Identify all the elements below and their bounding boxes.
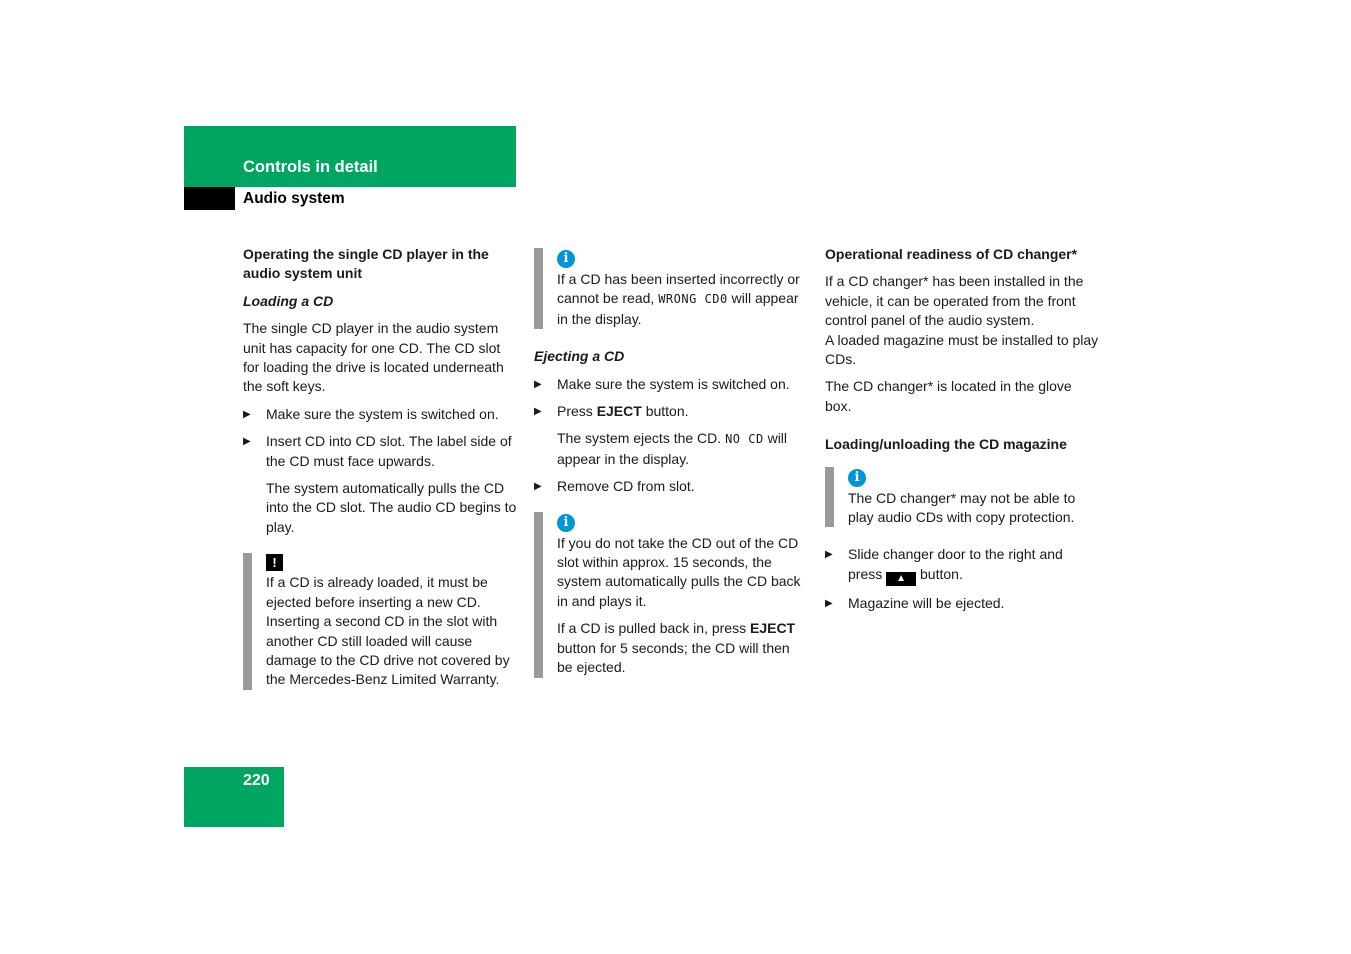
body-text: The CD changer* is located in the glove box. bbox=[825, 378, 1072, 414]
bullet-item: ▶ Magazine will be ejected. bbox=[825, 594, 1100, 613]
info-icon: i bbox=[557, 514, 575, 532]
display-code: NO CD bbox=[725, 432, 764, 447]
bullet-item: ▶ Insert CD into CD slot. The label side of the CD must face upwards. bbox=[243, 433, 512, 469]
section-title: Audio system bbox=[243, 190, 345, 207]
result-text: The system ejects the CD. NO CD will appear in the display. bbox=[557, 430, 788, 467]
triangle-right-icon: ▶ bbox=[534, 481, 542, 493]
triangle-right-icon: ▶ bbox=[534, 378, 542, 390]
bullet-item: ▶ Press EJECT button. bbox=[534, 402, 809, 421]
column-2 bbox=[534, 248, 809, 696]
info-text: If a CD is pulled back in, press EJECT button for 5 seconds; the CD will then be ejected. bbox=[557, 620, 796, 676]
info-note bbox=[534, 512, 809, 678]
note-bar bbox=[534, 248, 543, 329]
section-tab bbox=[184, 187, 235, 210]
warning-note bbox=[243, 553, 518, 689]
info-icon: i bbox=[848, 469, 866, 487]
body-text: A loaded magazine must be installed to play CDs. bbox=[825, 331, 1099, 368]
triangle-right-icon: ▶ bbox=[534, 406, 542, 418]
intro-text: The single CD player in the audio system unit has capacity for one CD. The CD slot for loading the drive is located underneath the soft keys. bbox=[243, 320, 504, 395]
bullet-item: ▶ Make sure the system is switched on. bbox=[243, 405, 518, 424]
subheading-ejecting: Ejecting a CD bbox=[534, 348, 625, 365]
result-text: The system automatically pulls the CD into the CD slot. The audio CD begins to play. bbox=[266, 480, 517, 535]
heading-magazine: Loading/unloading the CD magazine bbox=[825, 436, 1067, 453]
eject-icon: ▲ bbox=[886, 572, 916, 586]
note-bar bbox=[825, 467, 834, 528]
heading-cd-changer: Operational readiness of CD changer* bbox=[825, 246, 1078, 262]
triangle-right-icon: ▶ bbox=[243, 436, 251, 448]
chapter-title: Controls in detail bbox=[243, 158, 378, 176]
header-bar bbox=[184, 126, 516, 187]
bullet-item: ▶ Make sure the system is switched on. bbox=[534, 375, 809, 394]
display-code: WRONG CD0 bbox=[658, 292, 728, 307]
heading-single-cd: Operating the single CD player in the audio system unit bbox=[243, 246, 489, 282]
bullet-item: ▶ Remove CD from slot. bbox=[534, 477, 809, 496]
info-note bbox=[825, 467, 1100, 528]
warning-text: If a CD is already loaded, it must be ejected before inserting a new CD. Inserting a second CD in the slot with another CD still loaded will cause damage to the CD drive not covered by the Mercedes-Benz Limited Warranty. bbox=[266, 574, 510, 688]
page-number: 220 bbox=[243, 772, 270, 789]
triangle-right-icon: ▶ bbox=[825, 597, 833, 609]
triangle-right-icon: ▶ bbox=[243, 408, 251, 420]
bullet-item: ▶ Slide changer door to the right and press ▲ button. bbox=[825, 546, 1063, 584]
info-text: If you do not take the CD out of the CD slot within approx. 15 seconds, the system automatically pulls the CD back in and plays it. bbox=[557, 534, 801, 609]
warning-icon: ! bbox=[266, 554, 283, 571]
info-note bbox=[534, 248, 809, 329]
info-icon: i bbox=[557, 250, 575, 268]
triangle-right-icon: ▶ bbox=[825, 549, 833, 561]
column-3 bbox=[825, 245, 1100, 621]
note-bar bbox=[534, 512, 543, 678]
info-text: The CD changer* may not be able to play audio CDs with copy protection. bbox=[848, 489, 1076, 526]
info-text: If a CD has been inserted incorrectly or cannot be read, WRONG CD0 will appear in the display. bbox=[557, 271, 800, 327]
note-bar bbox=[243, 553, 252, 689]
body-text: If a CD changer* has been installed in the vehicle, it can be operated from the front control panel of the audio system. bbox=[825, 273, 1084, 329]
column-1 bbox=[243, 245, 518, 708]
subheading-loading: Loading a CD bbox=[243, 292, 334, 309]
